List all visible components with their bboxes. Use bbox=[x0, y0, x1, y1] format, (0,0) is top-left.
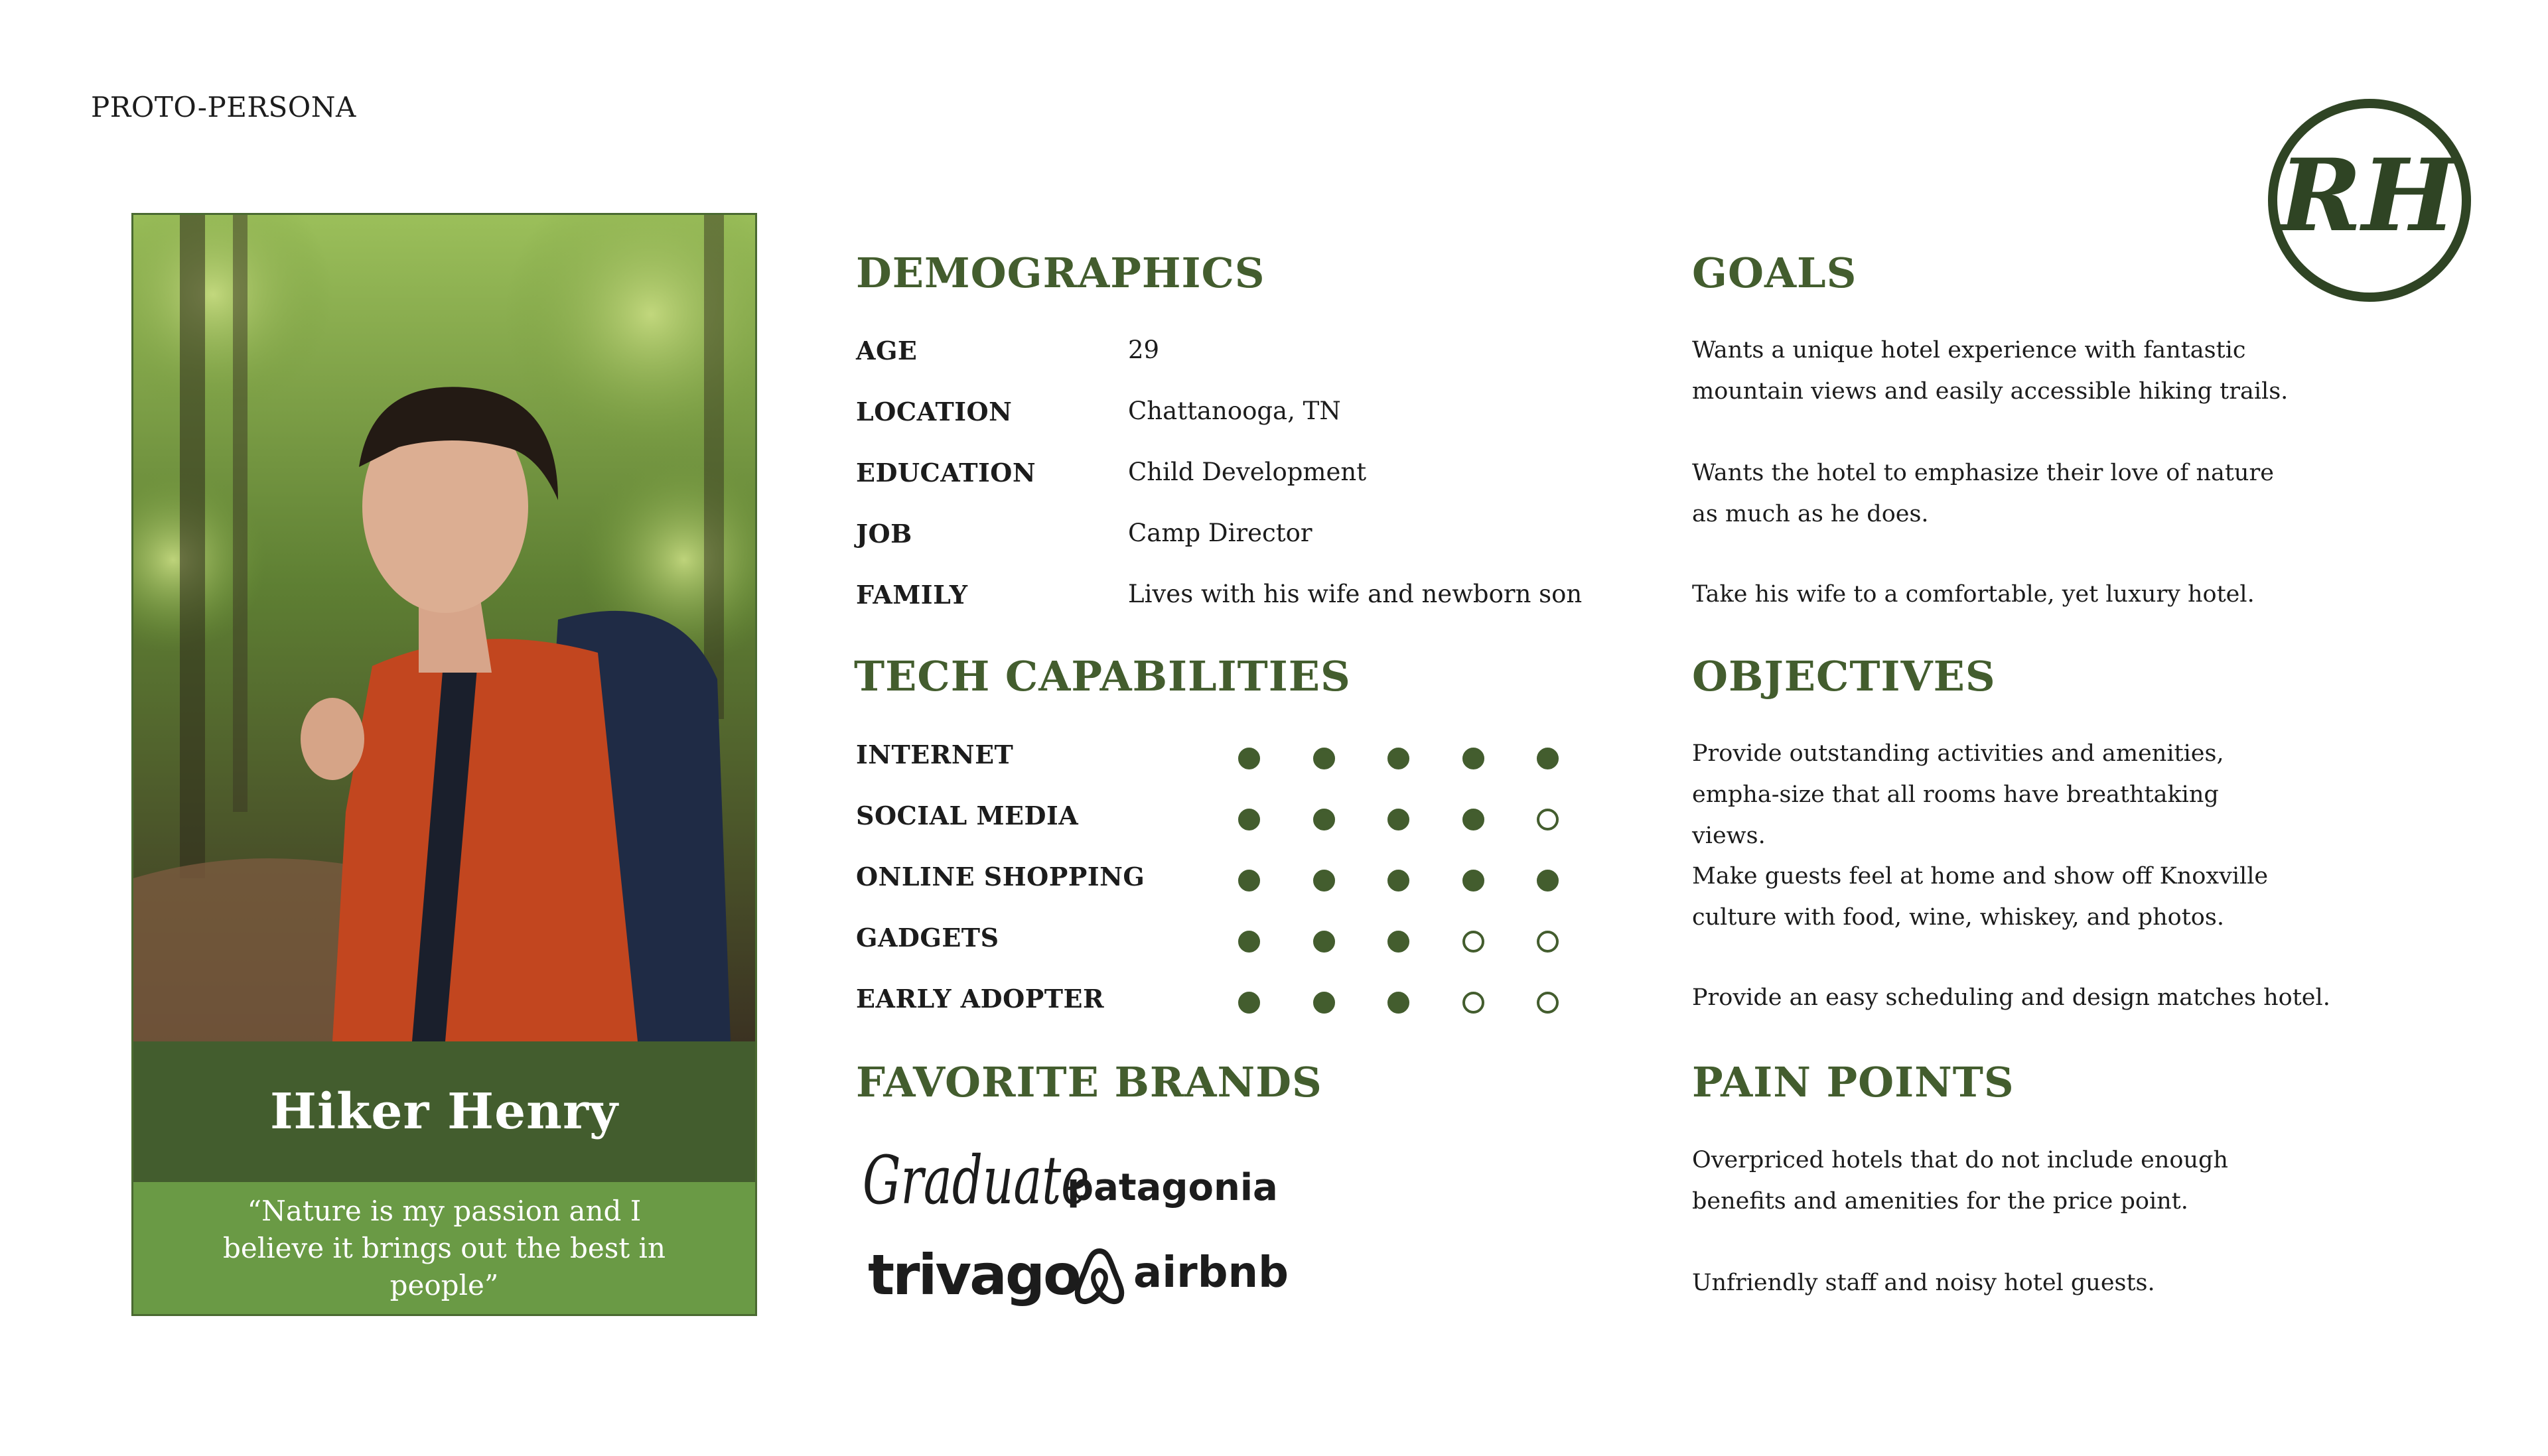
persona-quote: “Nature is my passion and I believe it brings out the best in people” bbox=[223, 1194, 666, 1301]
rating-dot-filled bbox=[1387, 809, 1409, 830]
tech-capability-label: SOCIAL MEDIA bbox=[856, 801, 1079, 830]
rating-dot-empty bbox=[1537, 992, 1559, 1014]
rating-dot-filled bbox=[1462, 748, 1484, 769]
rating-dot-filled bbox=[1313, 992, 1335, 1014]
demographics-label: LOCATION bbox=[856, 397, 1013, 427]
goal-text: Wants a unique hotel experience with fantastic mountain views and easily accessible hiking trails. bbox=[1692, 337, 2289, 405]
rating-dot-empty bbox=[1537, 931, 1559, 953]
rating-dot-filled bbox=[1313, 931, 1335, 953]
rating-dot-filled bbox=[1313, 870, 1335, 892]
brand-airbnb-logo: airbnb bbox=[1133, 1248, 1289, 1297]
demographics-value: Chattanooga, TN bbox=[1128, 397, 1341, 425]
rating-dot-filled bbox=[1537, 748, 1559, 769]
rating-dot-filled bbox=[1387, 870, 1409, 892]
demographics-label: JOB bbox=[856, 519, 912, 549]
demographics-value: 29 bbox=[1128, 336, 1160, 364]
persona-name: Hiker Henry bbox=[270, 1083, 618, 1140]
brand-trivago-logo: trivago bbox=[868, 1242, 1080, 1307]
rating-dot-filled bbox=[1387, 992, 1409, 1014]
tech-capability-label: INTERNET bbox=[856, 740, 1014, 769]
tech-capability-label: EARLY ADOPTER bbox=[856, 984, 1105, 1014]
favorite-brands-heading: FAVORITE BRANDS bbox=[856, 1058, 1322, 1106]
rating-dot-filled bbox=[1537, 870, 1559, 892]
persona-photo bbox=[133, 215, 755, 1041]
persona-quote-band bbox=[133, 1182, 755, 1314]
rating-dot-empty bbox=[1462, 931, 1484, 953]
rating-dot-empty bbox=[1537, 809, 1559, 830]
brand-patagonia-logo: patagonia bbox=[1067, 1166, 1278, 1209]
brand-graduate-logo: Graduate bbox=[863, 1142, 1090, 1219]
pain-point-text: Overpriced hotels that do not include enough benefits and amenities for the price point. bbox=[1692, 1147, 2228, 1215]
pain-points-heading: PAIN POINTS bbox=[1692, 1058, 2015, 1106]
rating-dot-filled bbox=[1462, 809, 1484, 830]
rating-dot-filled bbox=[1313, 809, 1335, 830]
demographics-value: Camp Director bbox=[1128, 519, 1312, 547]
objective-text: Provide outstanding activities and amenities, empha-size that all rooms have breathtaking views. bbox=[1692, 740, 2224, 849]
objective-text: Provide an easy scheduling and design matches hotel. bbox=[1692, 984, 2330, 1011]
goal-text: Take his wife to a comfortable, yet luxury hotel. bbox=[1692, 581, 2255, 608]
rating-dot-filled bbox=[1238, 809, 1260, 830]
goals-heading: GOALS bbox=[1692, 249, 1857, 297]
rating-dot-filled bbox=[1238, 931, 1260, 953]
demographics-label: AGE bbox=[856, 336, 918, 365]
persona-name-band bbox=[133, 1041, 755, 1182]
rating-dot-filled bbox=[1238, 748, 1260, 769]
rating-dot-filled bbox=[1387, 748, 1409, 769]
demographics-label: EDUCATION bbox=[856, 458, 1036, 488]
rating-dot-empty bbox=[1462, 992, 1484, 1014]
tech-capabilities-heading: TECH CAPABILITIES bbox=[854, 652, 1351, 700]
airbnb-logo-icon bbox=[1072, 1246, 1127, 1305]
rating-dot-filled bbox=[1238, 992, 1260, 1014]
tech-capability-label: GADGETS bbox=[856, 923, 999, 953]
demographics-value: Lives with his wife and newborn son bbox=[1128, 580, 1583, 608]
objectives-heading: OBJECTIVES bbox=[1692, 652, 1996, 700]
rating-dot-filled bbox=[1238, 870, 1260, 892]
logo-monogram: RH bbox=[2279, 137, 2456, 254]
rating-dot-filled bbox=[1462, 870, 1484, 892]
rh-monogram-logo bbox=[2267, 98, 2472, 303]
pain-point-text: Unfriendly staff and noisy hotel guests. bbox=[1692, 1270, 2155, 1296]
rating-dot-filled bbox=[1387, 931, 1409, 953]
page-label: PROTO-PERSONA bbox=[91, 91, 356, 123]
rating-dot-filled bbox=[1313, 748, 1335, 769]
demographics-heading: DEMOGRAPHICS bbox=[856, 249, 1265, 297]
objective-text: Make guests feel at home and show off Knoxville culture with food, wine, whiskey, and photos. bbox=[1692, 863, 2269, 931]
tech-capability-label: ONLINE SHOPPING bbox=[856, 862, 1145, 892]
demographics-value: Child Development bbox=[1128, 458, 1367, 486]
demographics-label: FAMILY bbox=[856, 580, 968, 610]
persona-card bbox=[131, 213, 757, 1316]
goal-text: Wants the hotel to emphasize their love of nature as much as he does. bbox=[1692, 460, 2274, 527]
